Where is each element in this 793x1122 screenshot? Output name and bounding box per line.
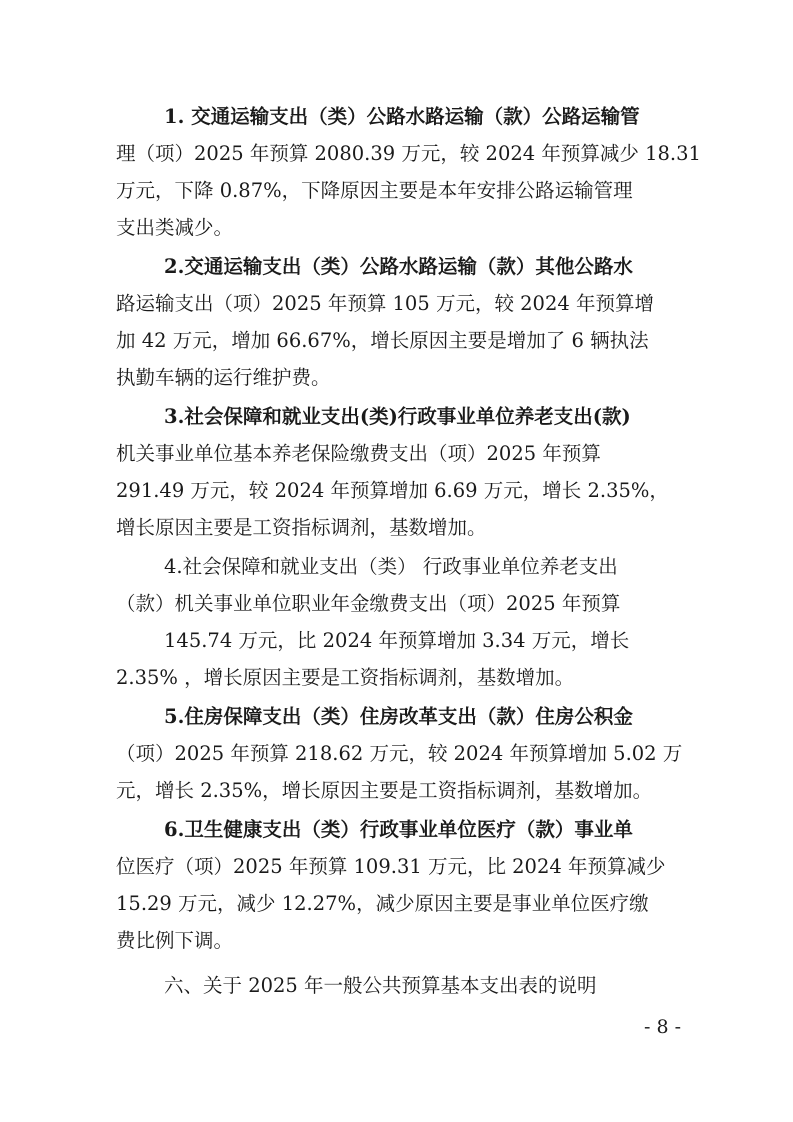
item-3-line-2: 291.49 万元，较 2024 年预算增加 6.69 万元，增长 2.35%， — [116, 479, 669, 502]
item-1-line-2: 万元，下降 0.87%，下降原因主要是本年安排公路运输管理 — [116, 179, 633, 202]
item-4-line-1: （款）机关事业单位职业年金缴费支出（项）2025 年预算 — [116, 592, 621, 615]
item-1 — [116, 98, 701, 246]
item-1-line-1: 理（项）2025 年预算 2080.39 万元，较 2024 年预算减少 18.31 — [116, 142, 701, 165]
item-3-heading: 3.社会保障和就业支出(类)行政事业单位养老支出(款) — [164, 405, 631, 428]
item-5-heading: 5.住房保障支出（类）住房改革支出（款）住房公积金 — [164, 705, 633, 728]
item-5 — [116, 698, 683, 809]
item-3-line-3: 增长原因主要是工资指标调剂，基数增加。 — [116, 516, 487, 539]
page-number: - 8 - — [643, 1016, 681, 1038]
item-5-line-2: 元，增长 2.35%，增长原因主要是工资指标调剂，基数增加。 — [116, 779, 653, 802]
item-5-line-1: （项）2025 年预算 218.62 万元，较 2024 年预算增加 5.02 万 — [116, 742, 683, 765]
item-6-heading: 6.卫生健康支出（类）行政事业单位医疗（款）事业单 — [164, 818, 633, 841]
item-4-heading: 4.社会保障和就业支出（类） 行政事业单位养老支出 — [164, 555, 618, 578]
item-6-line-2: 15.29 万元，减少 12.27%，减少原因主要是事业单位医疗缴 — [116, 892, 649, 915]
item-4 — [116, 548, 677, 696]
item-6-line-3: 费比例下调。 — [116, 929, 234, 952]
section-heading: 六、关于 2025 年一般公共预算基本支出表的说明 — [164, 974, 597, 997]
item-2-line-1: 路运输支出（项）2025 年预算 105 万元，较 2024 年预算增 — [116, 292, 654, 315]
item-2 — [116, 248, 677, 396]
item-3-line-1: 机关事业单位基本养老保险缴费支出（项）2025 年预算 — [116, 442, 601, 465]
item-2-line-2: 加 42 万元，增加 66.67%，增长原因主要是增加了 6 辆执法 — [116, 329, 649, 352]
item-4-line-2: 145.74 万元，比 2024 年预算增加 3.34 万元，增长 — [164, 629, 630, 652]
item-6 — [116, 811, 677, 959]
item-2-line-3: 执勤车辆的运行维护费。 — [116, 366, 331, 389]
item-2-heading: 2.交通运输支出（类）公路水路运输（款）其他公路水 — [164, 255, 633, 278]
item-1-heading: 1. 交通运输支出（类）公路水路运输（款）公路运输管 — [164, 105, 640, 128]
item-1-line-3: 支出类减少。 — [116, 216, 234, 239]
item-3 — [116, 398, 677, 546]
item-4-line-3: 2.35% ，增长原因主要是工资指标调剂，基数增加。 — [116, 666, 575, 689]
item-6-line-1: 位医疗（项）2025 年预算 109.31 万元，比 2024 年预算减少 — [116, 855, 666, 878]
